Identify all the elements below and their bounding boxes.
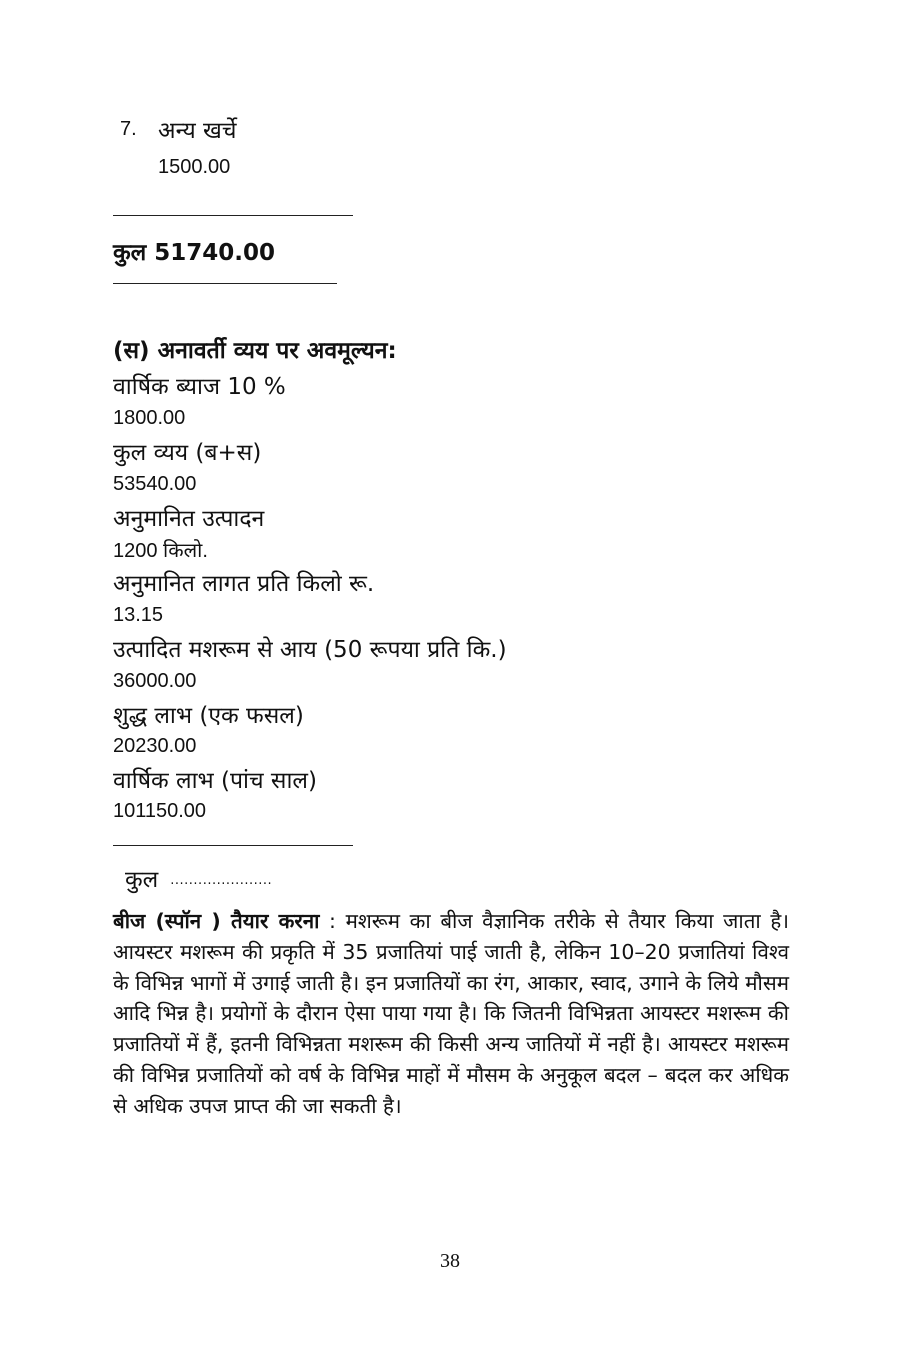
total-dotted-line — [125, 862, 272, 894]
estimated-production-label: अनुमानित उत्पादन — [113, 506, 265, 532]
total-line: कुल 51740.00 — [113, 240, 276, 266]
annual-interest-label: वार्षिक ब्याज 10 % — [113, 374, 286, 400]
divider-line — [113, 215, 353, 216]
income-value: 36000.00 — [113, 670, 197, 692]
item-7-label: अन्य खर्चे — [158, 118, 237, 144]
total-expense-value: 53540.00 — [113, 473, 197, 495]
annual-profit-label: वार्षिक लाभ (पांच साल) — [113, 768, 317, 794]
spawn-paragraph — [113, 906, 789, 1122]
income-label: उत्पादित मशरूम से आय (50 रूपया प्रति कि.) — [113, 637, 507, 663]
section-heading: (स) अनावर्ती व्यय पर अवमूल्यन: — [113, 338, 397, 364]
estimated-cost-value: 13.15 — [113, 604, 164, 626]
estimated-production-value: 1200 किलो. — [113, 540, 208, 562]
total-dots: ...................... — [170, 873, 273, 888]
net-profit-value: 20230.00 — [113, 735, 197, 757]
annual-interest-value: 1800.00 — [113, 407, 186, 429]
total-expense-label: कुल व्यय (ब+स) — [113, 440, 262, 466]
total-label: कुल — [125, 867, 159, 893]
item-7-number: 7. — [120, 118, 137, 140]
annual-profit-value: 101150.00 — [113, 800, 207, 822]
spawn-body: : मशरूम का बीज वैज्ञानिक तरीके से तैयार किया जाता है। आयस्टर मशरूम की प्रकृति में 35 प्रजातियां पाई जाती है, लेकिन 10–20 प्रजातियां विश्व के विभिन्न भागों में उगाई जाती है। इन प्रजातियों का रंग, आकार, स्वाद, उगाने के लिये मौसम आदि भिन्न है। प्रयोगों के दौरान ऐसा पाया गया है। कि जितनी विभिन्नता आयस्टर मशरूम की प्रजातियों में हैं, इतनी विभिन्नता मशरूम की किसी अन्य जातियों में नहीं है। आयस्टर मशरूम की विभिन्न प्रजातियों को वर्ष के विभिन्न माहों में मौसम के अनुकूल बदल – बदल कर अधिक से अधिक उपज प्राप्त की जा सकती है। — [113, 909, 789, 1118]
net-profit-label: शुद्ध लाभ (एक फसल) — [113, 703, 304, 729]
page-number: 38 — [440, 1250, 460, 1272]
estimated-cost-label: अनुमानित लागत प्रति किलो रू. — [113, 571, 375, 597]
divider-line — [113, 845, 353, 846]
spawn-heading: बीज (स्पॉन ) तैयार करना — [113, 909, 320, 933]
divider-line — [113, 283, 337, 284]
item-7-amount: 1500.00 — [158, 156, 231, 178]
